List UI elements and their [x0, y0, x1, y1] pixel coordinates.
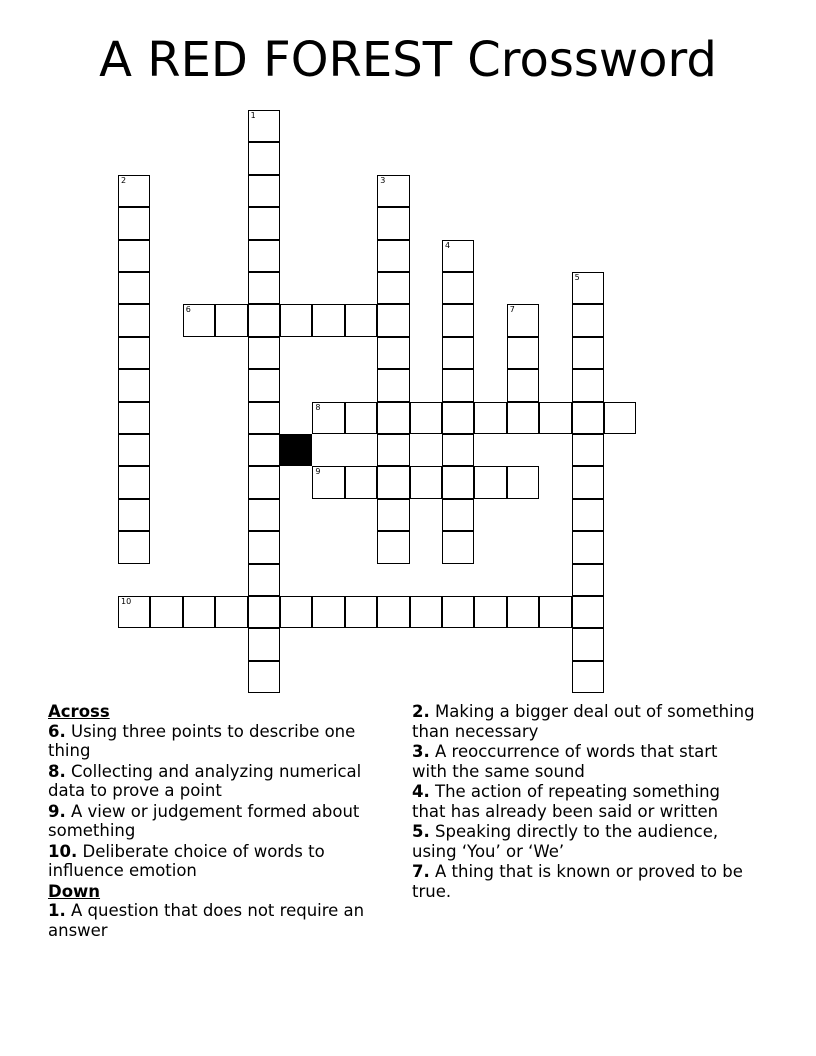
- grid-cell[interactable]: [572, 337, 604, 369]
- clue-text: Speaking directly to the audience, using ‘You’ or ‘We’: [412, 822, 719, 861]
- clue-number-label: 6: [185, 305, 191, 315]
- grid-cell[interactable]: [248, 434, 280, 466]
- clue-text: Deliberate choice of words to influence emotion: [48, 841, 325, 880]
- grid-cell[interactable]: [604, 402, 636, 434]
- clues-left-column: [48, 702, 393, 941]
- clue-number: 4.: [412, 782, 430, 801]
- grid-cell[interactable]: [572, 369, 604, 401]
- grid-cell[interactable]: [474, 466, 506, 498]
- grid-cell[interactable]: [442, 337, 474, 369]
- grid-cell[interactable]: [248, 628, 280, 660]
- grid-cell[interactable]: [507, 337, 539, 369]
- grid-cell[interactable]: [118, 304, 150, 336]
- grid-cell[interactable]: [572, 434, 604, 466]
- grid-cell[interactable]: [248, 531, 280, 563]
- down-clue-list: [48, 901, 393, 940]
- grid-cell[interactable]: [442, 369, 474, 401]
- grid-cell[interactable]: [248, 499, 280, 531]
- grid-cell[interactable]: [572, 499, 604, 531]
- grid-cell[interactable]: [215, 304, 247, 336]
- grid-cell[interactable]: [183, 596, 215, 628]
- grid-cell[interactable]: [539, 402, 571, 434]
- grid-cell[interactable]: [345, 466, 377, 498]
- grid-cell[interactable]: [312, 304, 344, 336]
- puzzle-title: A RED FOREST Crossword: [99, 32, 717, 88]
- grid-cell[interactable]: [248, 564, 280, 596]
- clue-text: Collecting and analyzing numerical data to prove a point: [48, 761, 362, 800]
- grid-cell[interactable]: [248, 207, 280, 239]
- grid-cell[interactable]: [248, 596, 280, 628]
- down-heading: Down: [48, 881, 101, 901]
- grid-cell[interactable]: [572, 402, 604, 434]
- grid-cell[interactable]: [150, 596, 182, 628]
- clue-text: Making a bigger deal out of something than necessary: [412, 702, 755, 741]
- grid-cell[interactable]: [442, 499, 474, 531]
- grid-cell[interactable]: [118, 402, 150, 434]
- grid-cell[interactable]: [410, 466, 442, 498]
- grid-cell[interactable]: [248, 240, 280, 272]
- grid-cell[interactable]: [377, 175, 409, 207]
- grid-cell[interactable]: [410, 596, 442, 628]
- clue-number-label: 2: [121, 175, 127, 185]
- grid-cell[interactable]: [377, 531, 409, 563]
- grid-cell[interactable]: [345, 402, 377, 434]
- grid-cell[interactable]: [118, 337, 150, 369]
- grid-cell[interactable]: [442, 434, 474, 466]
- grid-cell[interactable]: [345, 304, 377, 336]
- grid-cell[interactable]: [118, 499, 150, 531]
- grid-cell[interactable]: [507, 402, 539, 434]
- grid-cell[interactable]: [377, 337, 409, 369]
- grid-cell[interactable]: [572, 531, 604, 563]
- grid-cell[interactable]: [377, 466, 409, 498]
- grid-cell[interactable]: [118, 240, 150, 272]
- clue-number: 7.: [412, 862, 430, 881]
- grid-cell[interactable]: [377, 240, 409, 272]
- grid-cell[interactable]: [248, 175, 280, 207]
- grid-cell[interactable]: [118, 434, 150, 466]
- clue-item: [412, 862, 757, 901]
- grid-cell[interactable]: [312, 402, 344, 434]
- grid-cell[interactable]: [215, 596, 247, 628]
- clue-number: 10.: [48, 841, 78, 861]
- grid-cell[interactable]: [280, 596, 312, 628]
- clue-number: 3.: [412, 742, 430, 761]
- clue-item: [48, 842, 393, 881]
- grid-cell[interactable]: [118, 466, 150, 498]
- across-clue-list: [48, 722, 393, 881]
- grid-cell[interactable]: [183, 304, 215, 336]
- grid-cell[interactable]: [442, 272, 474, 304]
- across-heading: Across: [48, 702, 110, 721]
- grid-cell[interactable]: [507, 596, 539, 628]
- grid-cell[interactable]: [118, 531, 150, 563]
- clue-item: [412, 782, 757, 821]
- grid-cell[interactable]: [377, 369, 409, 401]
- clue-text: A view or judgement formed about something: [48, 801, 360, 840]
- clue-number: 8.: [48, 761, 66, 781]
- grid-cell[interactable]: [248, 337, 280, 369]
- grid-cell[interactable]: [248, 110, 280, 142]
- grid-cell[interactable]: [572, 466, 604, 498]
- clue-item: [48, 762, 393, 801]
- clue-item: [48, 722, 393, 761]
- clue-number-label: 8: [315, 402, 321, 412]
- clue-item: [412, 702, 757, 741]
- grid-cell[interactable]: [442, 402, 474, 434]
- clue-number: 2.: [412, 702, 430, 721]
- grid-cell[interactable]: [474, 402, 506, 434]
- grid-cell[interactable]: [248, 304, 280, 336]
- black-cell: [280, 434, 312, 466]
- grid-cell[interactable]: [345, 596, 377, 628]
- grid-cell[interactable]: [377, 434, 409, 466]
- grid-cell[interactable]: [474, 596, 506, 628]
- clue-item: [48, 901, 393, 940]
- clue-text: The action of repeating something that has already been said or written: [412, 782, 721, 821]
- grid-cell[interactable]: [442, 466, 474, 498]
- grid-cell[interactable]: [572, 596, 604, 628]
- grid-cell[interactable]: [118, 207, 150, 239]
- clue-item: [412, 742, 757, 781]
- clues-right-column: [412, 702, 757, 902]
- grid-cell[interactable]: [377, 499, 409, 531]
- clue-item: [48, 802, 393, 841]
- grid-cell[interactable]: [507, 369, 539, 401]
- clue-number: 9.: [48, 801, 66, 821]
- down-clue-list-continued: [412, 702, 757, 901]
- grid-cell[interactable]: [280, 304, 312, 336]
- grid-cell[interactable]: [507, 466, 539, 498]
- grid-cell[interactable]: [118, 175, 150, 207]
- clue-number-label: 7: [509, 305, 515, 315]
- clue-number-label: 3: [380, 175, 386, 185]
- grid-cell[interactable]: [248, 369, 280, 401]
- grid-cell[interactable]: [248, 402, 280, 434]
- grid-cell[interactable]: [572, 628, 604, 660]
- clue-text: A thing that is known or proved to be true.: [412, 862, 743, 901]
- clue-number-label: 5: [574, 273, 580, 282]
- grid-cell[interactable]: [312, 466, 344, 498]
- clue-number: 1.: [48, 901, 66, 920]
- grid-cell[interactable]: [377, 596, 409, 628]
- clue-text: A question that does not require an answer: [48, 901, 365, 940]
- clue-number: 6.: [48, 721, 66, 741]
- grid-cell[interactable]: [377, 207, 409, 239]
- grid-cell[interactable]: [572, 564, 604, 596]
- grid-cell[interactable]: [442, 596, 474, 628]
- grid-cell[interactable]: [572, 661, 604, 693]
- grid-cell[interactable]: [377, 272, 409, 304]
- grid-cell[interactable]: [442, 240, 474, 272]
- grid-cell[interactable]: [377, 402, 409, 434]
- grid-cell[interactable]: [248, 142, 280, 174]
- grid-cell[interactable]: [118, 596, 150, 628]
- grid-cell[interactable]: [248, 466, 280, 498]
- grid-cell[interactable]: [248, 272, 280, 304]
- grid-cell[interactable]: [248, 661, 280, 693]
- grid-cell[interactable]: [410, 402, 442, 434]
- clue-number-label: 1: [250, 111, 256, 120]
- grid-cell[interactable]: [442, 531, 474, 563]
- grid-cell[interactable]: [572, 272, 604, 304]
- clue-number-label: 10: [121, 597, 132, 606]
- clue-number-label: 4: [445, 240, 451, 250]
- grid-cell[interactable]: [377, 304, 409, 336]
- grid-cell[interactable]: [507, 304, 539, 336]
- clue-text: A reoccurrence of words that start with the same sound: [412, 742, 718, 781]
- grid-cell[interactable]: [312, 596, 344, 628]
- grid-cell[interactable]: [118, 272, 150, 304]
- grid-cell[interactable]: [572, 304, 604, 336]
- clue-text: Using three points to describe one thing: [48, 721, 356, 760]
- clue-number-label: 9: [315, 467, 321, 477]
- grid-cell[interactable]: [539, 596, 571, 628]
- grid-cell[interactable]: [442, 304, 474, 336]
- clue-item: [412, 822, 757, 861]
- grid-cell[interactable]: [118, 369, 150, 401]
- clue-number: 5.: [412, 822, 430, 841]
